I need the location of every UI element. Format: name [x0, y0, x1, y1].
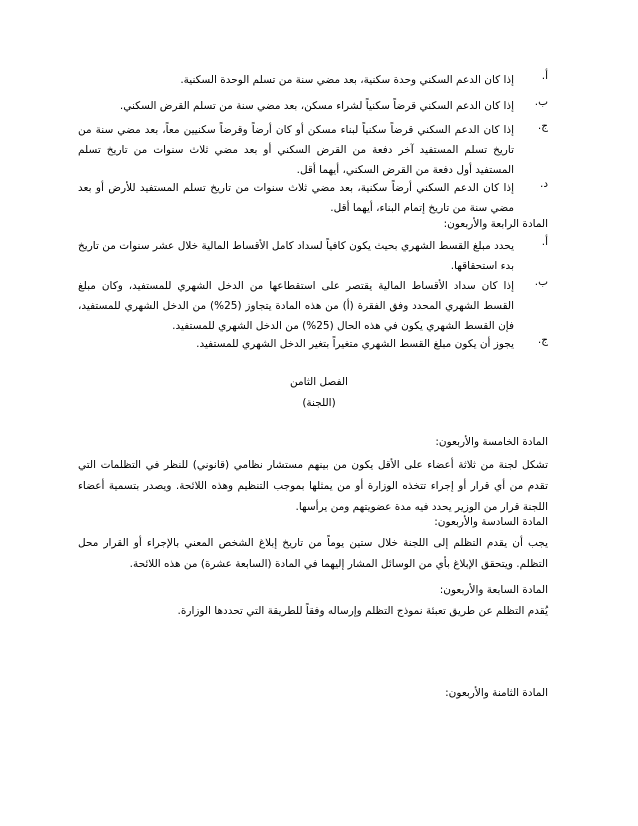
article-44-item-b	[78, 276, 548, 336]
list-marker: ب.	[534, 96, 548, 108]
list-item-a	[78, 70, 548, 90]
list-marker: أ.	[541, 70, 548, 82]
article-44-item-a	[78, 236, 548, 276]
article-46-heading: المادة السادسة والأربعون:	[434, 516, 548, 528]
list-text: يحدد مبلغ القسط الشهري بحيث يكون كافياً لسداد كامل الأقساط المالية خلال عشر سنوات من تاريخ بدء استحقاقها.	[78, 240, 514, 272]
chapter-title: الفصل الثامن	[290, 376, 348, 388]
list-text: يجوز أن يكون مبلغ القسط الشهري متغيراً بتغير الدخل الشهري للمستفيد.	[196, 338, 514, 350]
article-45-heading: المادة الخامسة والأربعون:	[435, 436, 548, 448]
list-marker: ب.	[534, 276, 548, 288]
list-marker: ج.	[537, 334, 548, 346]
list-item-d	[78, 178, 548, 218]
article-44-heading: المادة الرابعة والأربعون:	[443, 218, 548, 230]
list-text: إذا كان الدعم السكني قرضاً سكنياً لبناء مسكن أو كان أرضاً وقرضاً سكنيين معاً، بعد مضي سنة من تاريخ تسلم المستفيد آخر دفعة من القرض السكني أو بعد مضي ثلاث سنوات من تاريخ تسلم المستفيد أول دفعة من القرض السكني، أيهما أقل.	[78, 124, 514, 176]
list-text: إذا كان الدعم السكني قرضاً سكنياً لشراء مسكن، بعد مضي سنة من تسلم القرض السكني.	[119, 100, 514, 112]
list-marker: د.	[539, 178, 548, 190]
list-text: إذا كان سداد الأقساط المالية يقتصر على استقطاعها من الدخل الشهري للمستفيد، وكان مبلغ القسط الشهري المحدد وفق الفقرة (أ) من هذه المادة يتجاوز (25%) من الدخل الشهري للمستفيد، فإن القسط الشهري يكون في هذه الحال (25%) من الدخل الشهري للمستفيد.	[78, 280, 515, 332]
list-item-b	[78, 96, 548, 116]
list-text: إذا كان الدعم السكني وحدة سكنية، بعد مضي سنة من تسلم الوحدة السكنية.	[180, 74, 514, 86]
article-47-text: يُقدم التظلم عن طريق تعبئة نموذج التظلم وإرساله وفقاً للطريقة التي تحددها الوزارة.	[177, 605, 548, 617]
article-45-text: تشكل لجنة من ثلاثة أعضاء على الأقل يكون من بينهم مستشار نظامي (قانوني) للنظر في التظلمات التي تقدم من أي قرار أو إجراء تتخذه الوزارة أو من يمثلها بموجب التنظيم وهذه اللائحة. ويصدر بتسمية أعضاء اللجنة قرار من الوزير يحدد فيه مدة عضويتهم ومن يرأسها.	[78, 459, 548, 513]
article-48-heading: المادة الثامنة والأربعون:	[445, 687, 548, 699]
list-item-c	[78, 120, 548, 180]
chapter-subtitle: (اللجنة)	[302, 397, 336, 409]
article-47-heading: المادة السابعة والأربعون:	[439, 584, 548, 596]
list-text: إذا كان الدعم السكني أرضاً سكنية، بعد مضي ثلاث سنوات من تاريخ تسلم المستفيد للأرض أو بعد مضي سنة من تاريخ إتمام البناء، أيهما أقل.	[78, 182, 514, 214]
article-44-item-c	[78, 334, 548, 354]
list-marker: أ.	[541, 236, 548, 248]
article-46-text: يجب أن يقدم التظلم إلى اللجنة خلال ستين يوماً من تاريخ إبلاغ الشخص المعني بالإجراء أو القرار محل التظلم. ويتحقق الإبلاغ بأي من الوسائل المشار إليهما في المادة (السابعة عشرة) من هذه اللائحة.	[78, 537, 548, 570]
list-marker: ج.	[537, 120, 548, 132]
